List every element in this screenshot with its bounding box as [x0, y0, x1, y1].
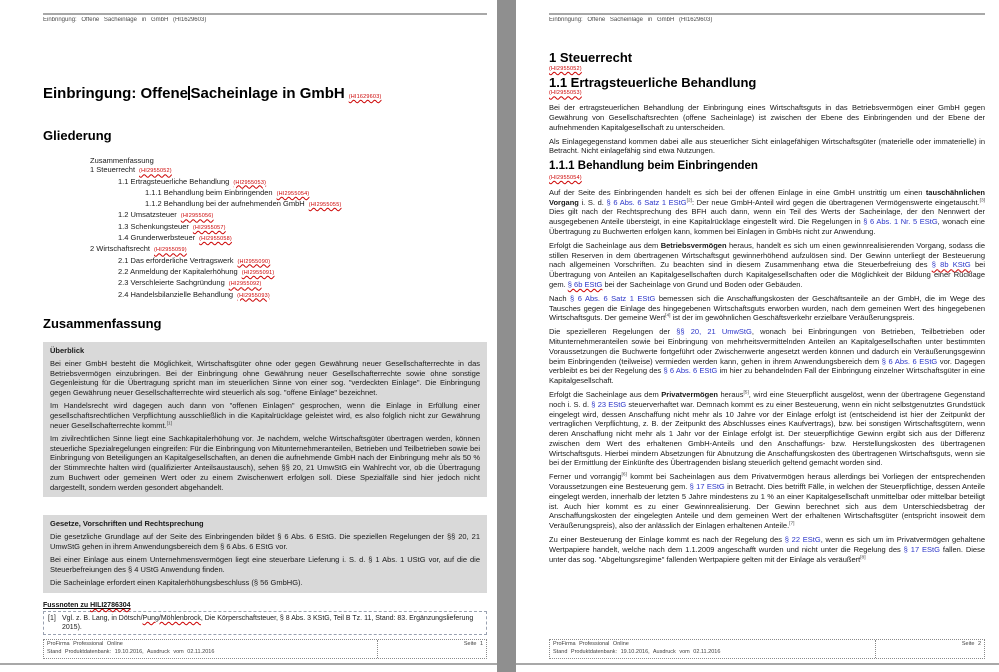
footnote-ref: [1]: [166, 421, 173, 427]
text-run: im hier zu behandelnden Fall der Einbringung einzelner Wirtschaftsgüter in eine Kapitalgesellschaft.: [549, 366, 985, 386]
footnote-ref: [3]: [979, 198, 985, 204]
section-heading: 1.1 Ertragsteuerliche Behandlung: [549, 74, 757, 90]
text-run: i. S. d.: [578, 197, 607, 207]
overview-box-title: Überblick: [50, 345, 85, 355]
text-run: Vgl. z. B. Lang, in Dötsch/: [62, 614, 143, 622]
body-paragraph: [549, 294, 985, 323]
body-paragraph: [549, 103, 985, 132]
page-gap: [497, 0, 516, 672]
toc-item[interactable]: [145, 199, 487, 210]
text-run: Betriebsvermögen: [660, 240, 727, 250]
text-run: , wonach eine Übertragung zu Buchwerten erfolgen kann, kommen bei Einlagen in GmbHs nicht zur Anwendung.: [549, 217, 985, 236]
legal-ref-link[interactable]: § 6 Abs. 1 Nr. 5 EStG: [863, 217, 938, 227]
footnote-ref: [5]: [743, 390, 749, 396]
toc-item[interactable]: [90, 165, 487, 176]
document-title-after-caret: Sacheinlage in GmbH: [190, 85, 345, 102]
footnote-number: [1]: [48, 614, 56, 622]
footnotes-heading-prefix: Fussnoten zu: [43, 601, 91, 609]
body-paragraph: [549, 327, 985, 386]
section-heading: 1.1.1 Behandlung beim Einbringenden: [549, 160, 758, 173]
table-of-contents: [43, 156, 487, 301]
toc-item[interactable]: [118, 233, 487, 244]
footnotes-box: [43, 611, 487, 635]
toc-item-label[interactable]: 2.2 Anmeldung der Kapitalerhöhung: [118, 266, 238, 276]
document-page-1[interactable]: [0, 0, 497, 672]
text-run: : Der neue GmbH-Anteil wird gegen die übertragenen Vermögenswerte eingetauscht.: [691, 197, 980, 207]
text-run: fallen. Diese unter das sog. "Abgeltungsregime" fallenden Wertpapiere gelten mit der Einlage als veräußert: [549, 544, 986, 564]
text-run: Bei einer Einlage aus einem Unternehmensvermögen liegt eine steuerbare Lieferung i. S. d. § 1 Abs. 1 UStG vor, auf die die Steuerbefreiungen des § 4 UStG Anwendung finden.: [50, 555, 480, 575]
running-header: Einbringung: Offene Sacheinlage in GmbH (HI1629603): [43, 17, 207, 23]
footer-product-line: ProFirma Professional Online: [553, 641, 629, 647]
body-paragraph: [549, 241, 985, 290]
summary-heading: Zusammenfassung: [43, 315, 162, 331]
text-run: Als Einlagegegenstand kommen dabei alle aus steuerlicher Sicht einlagefähigen Wirtschaftsgüter (materielle oder immaterielle) in Betracht. Nicht einlagefähig sind etwa Nutzungen.: [549, 136, 985, 156]
hi-marker: (HI2955053): [233, 179, 267, 186]
box-paragraph: [50, 532, 480, 551]
page-bottom-rule: [516, 663, 999, 665]
text-run: Im zivilrechtlichen Sinne liegt eine Sachkapitalerhöhung vor. Je nachdem, welche Wirtschaftsgüter übertragen werden, können steuerliche Spezialregelungen eingreifen: Für die Einbringung von Mitunternehmeranteilen, Betrieben und Teilbetrieben sowie bei Einbringung von Beteiligungen an Kapitalgesellschaften, an denen die aufnehmende GmbH nach der Einbringung mehr als 50 % der Stimmrechte halten wird (qualifizierter Anteilsaustausch), sehen §§ 20, 21 UmwStG ein Wahlrecht vor, ob die Übertragung zum Buchwert oder gemeinen Wert oder zu einem Zwischenwert erfolgen soll. Diese Spezialfälle sind hier jedoch nicht dargestellt, sondern werden gesondert abgehandelt.: [50, 433, 480, 492]
text-run: Dies gilt nach der Rechtsprechung des BFH auch dann, wenn ein Teil des Werts der Sacheinlage, der den Nennwert der ausgegebenen Anteile übersteigt, in eine Kapitalrücklage eingestellt wird. Die Regelungen in: [549, 207, 985, 227]
legal-ref-link[interactable]: § 23 EStG: [591, 399, 627, 409]
hi-marker: (HI2955052): [549, 65, 582, 72]
hi-marker: (HI2955059): [154, 247, 187, 254]
text-run: Ferner und vorrangig: [549, 472, 622, 482]
footnote-ref: [6]: [621, 472, 627, 478]
hi-marker: (HI2955092): [228, 281, 262, 288]
hi-marker: (HI2955058): [199, 236, 232, 243]
text-run: Nach: [549, 293, 571, 303]
hi-marker: (HI2955093): [237, 292, 270, 299]
text-run: Pung/Möhlenbrock: [142, 614, 201, 622]
legal-ref-link[interactable]: § 8b KStG: [931, 260, 971, 270]
laws-box-paragraphs: [50, 532, 480, 588]
hi-marker: (HI1629603): [348, 94, 382, 100]
toc-item[interactable]: [118, 177, 487, 188]
text-run: bemessen sich die Anschaffungskosten der Geschäftsanteile an der GmbH, die im Wege des Tausches gegen die Einlage des hingegebenen Wirtschaftsguts erworben wurden, nach dem gemeinen Wert des hingegebenen Wirtschaftsguts. Der gemeine Wert: [549, 293, 986, 323]
toc-item-label[interactable]: 1 Steuerrecht: [90, 165, 136, 175]
page-top-rule: [43, 13, 487, 15]
toc-item-label[interactable]: 1.4 Grunderwerbsteuer: [118, 233, 196, 243]
legal-ref-link[interactable]: § 6 Abs. 6 Satz 1 EStG: [606, 197, 687, 207]
page-top-rule: [549, 13, 985, 15]
footnote-item: [48, 614, 482, 632]
toc-item[interactable]: [145, 188, 487, 199]
text-run: heraus: [717, 389, 744, 399]
section-heading: 1 Steuerrecht: [549, 50, 633, 65]
toc-item[interactable]: [118, 278, 487, 289]
box-paragraph: [50, 359, 480, 398]
toc-item-label[interactable]: 1.3 Schenkungsteuer: [118, 221, 189, 231]
document-title-before-caret: Einbringung: Offene: [43, 85, 188, 102]
legal-ref-link[interactable]: § 6 Abs. 6 Satz 1 EStG: [570, 293, 656, 303]
text-run: tauschähnlichen Vorgang: [549, 187, 985, 207]
toc-item-label[interactable]: 2.1 Das erforderliche Vertragswerk: [118, 255, 234, 265]
hi-marker: (HI2955091): [241, 269, 275, 276]
toc-item-label[interactable]: Zusammenfassung: [90, 156, 154, 165]
hi-marker: (HI2955052): [139, 168, 172, 175]
text-run: Privatvermögen: [661, 389, 718, 399]
hi-marker: (HI2955057): [192, 224, 226, 231]
text-run: Im Handelsrecht wird dagegen auch dann von "offenen Einlagen" gesprochen, wenn die Einlage in Erfüllung einer gesellschaftsrechtlichen Verpflichtung ausschließlich in die Kapitalrücklage geleistet wird, es also folglich nicht zur Gewährung neuer Gesellschafterrechte kommt.: [50, 401, 480, 430]
footnote-text: [62, 614, 482, 632]
text-run: bei Übertragung von Anteilen an Kapitalgesellschaften durch Kapitalgesellschaften oder die Möglichkeit der Bildung einer Rücklage gem.: [549, 260, 985, 289]
text-run: Die Sacheinlage erfordert einen Kapitalerhöhungsbeschluss (§ 56 GmbHG).: [50, 578, 303, 588]
hi-marker: (HI2955053): [549, 90, 582, 97]
text-run: in Betracht. Dies betrifft Fälle, in welchen der Steuerpflichtige, dessen Anteile eingelegt werden, innerhalb der letzten 5 Jahre mindestens zu 1 % an einer Kapitalgesellschaft unmittelbar oder mittelbar beteiligt ist. Auch hier kommt es zu einer Gewinnrealisierung. Der Gewinn berechnet sich aus dem Unterschiedsbetrag der Anschaffungskosten der eingelegten Anteile und dem gemeinen Wert der erhaltenen Wirtschaftsgüter (entspricht insoweit dem Veräußerungspreis), also der anlässlich der Einlagen erhaltenen Anteile.: [549, 482, 985, 531]
text-run: Erfolgt die Sacheinlage aus dem: [549, 240, 661, 250]
toc-item[interactable]: [118, 267, 487, 278]
page-2-content: [549, 50, 986, 564]
page-footer: [549, 639, 985, 659]
toc-item[interactable]: [118, 222, 487, 233]
text-run: , wonach bei Einbringungen von Betrieben, Teilbetrieben oder Mitunternehmeranteilen sowie bei Einbringung von mehrheitsvermittelnden Anteilen an Kapitalgesellschaften unter bestimmten Voraussetzungen die Buchwerte fortgeführt oder Zwischenwerte angesetzt werden können und dadurch ein Veräußerungsgewinn beim Einbringenden (teilweise) vermieden werden kann, gehen in ihrem Anwendungsbereich dem: [549, 327, 985, 366]
overview-box-paragraphs: [50, 359, 480, 492]
footnote-ref: [2]: [686, 198, 692, 204]
page-bottom-rule: [0, 663, 497, 665]
toc-item-label[interactable]: 1.2 Umsatzsteuer: [118, 210, 177, 220]
footer-date-line: Stand Produktdatenbank: 19.10.2016, Ausdruck vom 02.11.2016: [47, 648, 215, 655]
box-paragraph: [50, 578, 480, 588]
footer-left-cell: [550, 640, 876, 658]
hi-marker: (HI2955090): [237, 258, 271, 265]
footnotes-heading: [43, 602, 487, 609]
footer-product-line: ProFirma Professional Online: [47, 641, 123, 647]
toc-item-label[interactable]: 1.1.1 Behandlung beim Einbringenden: [145, 187, 273, 197]
text-run: Bei einer GmbH besteht die Möglichkeit, Wirtschaftsgüter ohne oder gegen Gewährung neuer Gesellschafterrechte in das Betriebsvermögen einzubringen. Bei der Einbringung ohne Gewährung neuer Gesellschafterrechte sowie ohne sonstige Gegenleistung für die Übertragung spricht man im steuerlichen Sinne von einer sog. "verdeckten Einlage". Die Einbringung gegen Gewährung neuer Gesellschafterrechte wird steuerlich als sog. "offene Einlage" bezeichnet.: [50, 359, 480, 398]
legal-ref-link[interactable]: § 17 EStG: [689, 482, 725, 492]
page-footer: [43, 639, 487, 659]
text-run: heraus, handelt es sich um einen gewinnrealisierenden Vorgang, sodass die stillen Reserven in dem übertragenen Wirtschaftsgut gewinnerhöhend aufzulösen sind. Der Gewinn unterliegt der Besteuerung nach allgemeinen Vorschriften. Zu beachten sind in diesem Zusammenhang etwa die Steuerbefreiung des: [549, 240, 985, 270]
box-paragraph: [50, 434, 480, 492]
body-paragraph: [549, 390, 985, 468]
text-run: , Die Körperschaftsteuer, § 8 Abs. 3 KStG, Teil B Tz. 11, Stand: 83. Ergänzungslieferung 2015).: [62, 614, 474, 631]
footer-page-number: Seite 2: [961, 641, 981, 647]
running-header: Einbringung: Offene Sacheinlage in GmbH (HI1629603): [549, 17, 713, 23]
text-run: Zu einer Besteuerung der Einlage kommt es nach der Regelung des: [549, 535, 785, 545]
footer-left-cell: [44, 640, 378, 658]
footnote-ref: [4]: [665, 313, 671, 319]
body-paragraph: [549, 472, 985, 531]
text-run: ist der im gewöhnlichen Geschäftsverkehr erzielbare Veräußerungspreis.: [670, 313, 915, 323]
body-paragraph: [549, 137, 985, 157]
legal-ref-link[interactable]: § 17 EStG: [903, 544, 940, 554]
legal-ref-link[interactable]: §§ 20, 21 UmwStG: [676, 327, 752, 337]
text-run: Bei der ertragsteuerlichen Behandlung der Einbringung eines Wirtschaftsguts in das Betriebsvermögen einer GmbH gegen Gewährung von Gesellschaftsrechten (offene Sacheinlage) ist zwischen der Ebene des Einbringenden und der Ebene der aufnehmenden Kapitalgesellschaft zu unterscheiden.: [549, 103, 985, 132]
footnotes-heading-id: HILI2786304: [90, 601, 131, 609]
text-run: , wird eine Steuerpflicht ausgelöst, wenn der übertragene Gegenstand noch i. S. d.: [549, 389, 985, 409]
toc-item[interactable]: [90, 244, 487, 255]
hi-marker: (HI2955054): [549, 174, 582, 181]
legal-ref-link[interactable]: § 22 EStG: [784, 535, 821, 545]
text-run: , wenn es sich um im Privatvermögen gehaltene Wertpapiere handelt, welche nach dem 1.1.2009 angeschafft wurden und nicht unter die Regelung des: [549, 535, 986, 554]
document-page-2[interactable]: [516, 0, 999, 672]
text-run: Die gesetzliche Grundlage auf der Seite des Einbringenden bildet § 6 Abs. 6 EStG. Die speziellen Regelungen der §§ 20, 21 UmwStG gehen in ihrem Anwendungsbereich dem § 6 Abs. 6 EStG vor.: [50, 532, 480, 552]
footer-page-number: Seite 1: [463, 641, 483, 647]
toc-item[interactable]: [118, 290, 487, 301]
outline-heading: Gliederung: [43, 128, 112, 143]
footnote-ref: [7]: [789, 521, 795, 527]
text-run: Erfolgt die Sacheinlage aus dem: [549, 389, 662, 399]
body-paragraph: [549, 188, 985, 237]
hi-marker: (HI2955054): [276, 190, 310, 197]
laws-box: [43, 515, 487, 593]
hi-marker: (HI2955056): [180, 213, 214, 220]
toc-item[interactable]: [90, 156, 487, 165]
box-paragraph: [50, 401, 480, 430]
text-run: bei der Sacheinlage von Grund und Boden oder Gebäuden.: [602, 279, 803, 289]
text-run: Die spezielleren Regelungen der: [549, 327, 677, 337]
toc-item-label[interactable]: 2.3 Verschleierte Sachgründung: [118, 278, 225, 288]
hi-marker: (HI2955055): [308, 202, 342, 209]
toc-item[interactable]: [118, 210, 487, 221]
footer-date-line: Stand Produktdatenbank: 19.10.2016, Ausdruck vom 02.11.2016: [553, 648, 721, 655]
legal-ref-link[interactable]: § 6b EStG: [567, 279, 603, 289]
toc-item[interactable]: [118, 256, 487, 267]
legal-ref-link[interactable]: § 6 Abs. 6 EStG: [881, 356, 938, 366]
toc-item-label[interactable]: 1.1 Ertragsteuerliche Behandlung: [118, 176, 230, 186]
body-paragraph: [549, 535, 985, 564]
text-run: kommt bei Sacheinlagen aus dem Privatvermögen heraus allerdings bei Vorliegen der entsprechenden Voraussetzungen eine Besteuerung gem.: [549, 472, 985, 492]
text-run: steuerverhaftet war. Demnach kommt es zu einer Besteuerung, wenn ein nicht selbstgenutztes Grundstück eingelegt wird, dessen Anschaffung nicht mehr als 10 Jahre vor der Einlage erfolgt ist (entscheidend ist hier der Zeitpunkt der vertraglichen Verpflichtung, z. B. der Zeitpunkt des Abschlusses eines Kaufvertrags), bzw. bei sonstigen Wirtschaftsgütern, wenn deren Anschaffung nicht mehr als 1 Jahr vor der Einlage erfolgt ist. Der steuerpflichtige Gewinn ergibt sich aus der Differenz zwischen dem Wert des erhaltenen GmbH-Anteils und den Anschaffungs- bzw. Herstellungskosten des übertragenen Wirtschaftsguts. Hierbei mindern Absetzungen für Abnutzung die Anschaffungskosten des übertragenen Wirtschaftsguts, wenn sie bei der Ermittlung der Einkünfte des Übertragenden bislang steuerlich geltend gemacht worden sind.: [549, 399, 985, 468]
text-run: vor. Dagegen verbleibt es bei der Regelung des: [549, 356, 985, 376]
text-run: Auf der Seite des Einbringenden handelt es sich bei der offenen Einlage in eine GmbH unstrittig um einen: [549, 187, 926, 197]
footnote-ref: [8]: [860, 555, 866, 561]
toc-item-label[interactable]: 2 Wirtschaftsrecht: [90, 244, 151, 254]
overview-box: [43, 342, 487, 497]
legal-ref-link[interactable]: § 6 Abs. 6 EStG: [663, 366, 718, 376]
laws-box-title: Gesetze, Vorschriften und Rechtsprechung: [50, 519, 204, 529]
toc-item-label[interactable]: 1.1.2 Behandlung bei der aufnehmenden GmbH: [145, 199, 305, 209]
box-paragraph: [50, 555, 480, 574]
document-title: [43, 85, 487, 102]
toc-item-label[interactable]: 2.4 Handelsbilanzielle Behandlung: [118, 289, 234, 299]
